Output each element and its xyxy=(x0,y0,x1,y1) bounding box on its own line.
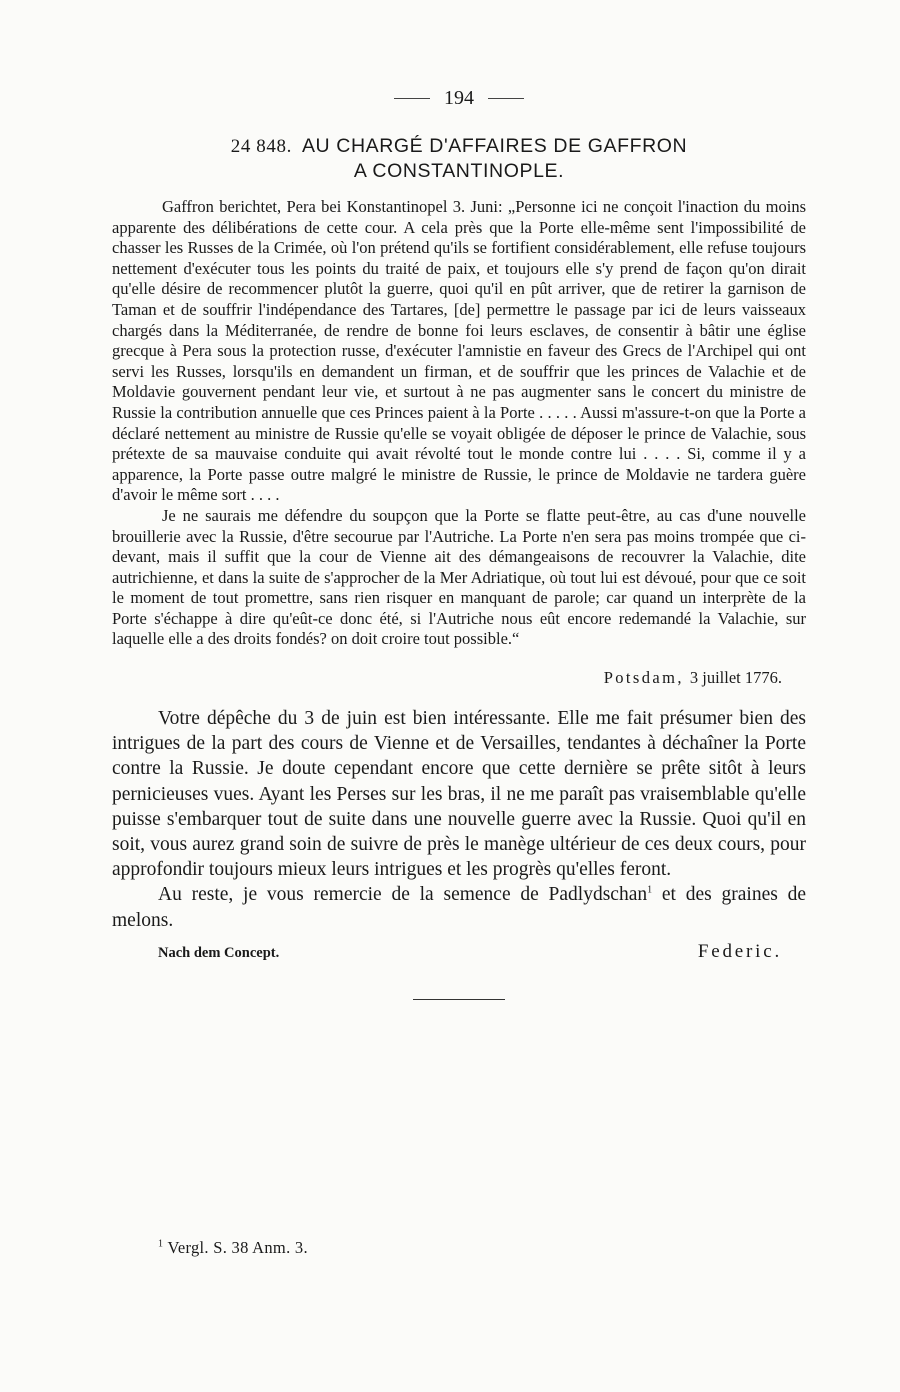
heading-line-1 xyxy=(112,134,806,159)
dateline-place: Potsdam, xyxy=(603,668,684,688)
heading-title-2: A CONSTANTINOPLE. xyxy=(353,160,565,182)
page-header xyxy=(112,82,806,114)
footnote xyxy=(158,1238,308,1258)
signature: Federic. xyxy=(697,940,782,962)
page xyxy=(112,82,806,1000)
report-summary xyxy=(112,197,806,650)
closing-row xyxy=(112,941,806,963)
footnote-mark: 1 xyxy=(158,1238,164,1250)
dateline-date: 3 juillet 1776. xyxy=(689,668,782,688)
report-paragraph-2: Je ne saurais me défendre du soupçon que la Porte se flatte peut-être, au cas d'une nouvelle brouillerie avec la Russie, d'être secourue par l'Autriche. La Porte n'en sera pas moins trompée que ci-devant, mais il suffit que la cour de Vienne ait des démangeaisons de recouvrer la Valachie, dite autrichienne, et dans la suite de s'approcher de la Mer Adriatique, où tout lui est dévoué, pour que ce soit le moment de tout promettre, sans rien risquer en manquant de parole; car quand un interprète de la Porte s'échappe à dire qu'eût-ce donc été, si l'Autriche nous eût encore redemandé la Valachie, sur laquelle elle a des droits fondés? on doit croire tout possible.“ xyxy=(112,505,806,649)
source-note: Nach dem Concept. xyxy=(158,944,280,961)
dateline xyxy=(112,668,806,688)
letter-paragraph-2-text: Au reste, je vous remercie de la semence de Padlydschan xyxy=(158,884,648,906)
letter-paragraph-2-end: et des graines de melons. xyxy=(112,884,806,931)
letter-body xyxy=(112,706,806,933)
header-rule-right xyxy=(488,98,524,99)
letter-paragraph-1: Votre dépêche du 3 de juin est bien intéressante. Elle me fait présumer bien des intrigues de la part des cours de Vienne et de Versailles, tendantes à déchaîner la Porte contre la Russie. Je doute cependant encore que cette dernière se prête sitôt à leurs pernicieuses vues. Ayant les Perses sur les bras, il ne me paraît pas vraisemblable qu'elle puisse s'embarquer tout de suite dans une nouvelle guerre avec la Russie. Quoi qu'il en soit, vous aurez grand soin de suivre de près le manège ultérieur de ces deux cours, pour approfondir toujours mieux leurs intrigues et les progrès qu'elles feront. xyxy=(112,708,806,881)
footnote-reference: 1 xyxy=(647,884,653,896)
document-number: 24 848. xyxy=(230,136,292,157)
page-number: 194 xyxy=(444,86,474,109)
footnote-separator xyxy=(413,999,505,1000)
letter-paragraph-2 xyxy=(112,882,806,932)
report-paragraph-1: Gaffron berichtet, Pera bei Konstantinopel 3. Juni: „Personne ici ne conçoit l'inaction du moins apparente des délibérations de cette cour. A cela près que la Porte elle-même sent l'impossibilité de chasser les Russes de la Crimée, où l'on prétend qu'ils se fortifient considérablement, elle refuse toujours nettement d'exécuter tous les points du traité de paix, et toujours elle s'y prend de façon qu'on dirait qu'elle désire de recommencer plutôt la guerre, quoi qu'il en pût arriver, que de retirer la garnison de Taman et de souffrir l'indépendance des Tartares, [de] permettre le passage par ici de leurs vaisseaux chargés dans la Méditerranée, de rendre de bonne foi leurs esclaves, de consentir à bâtir une église grecque à Pera sous la protection russe, d'exécuter l'amnistie en faveur des Grecs de l'Archipel qui ont servi les Russes, lorsqu'ils en demandent un firman, et de souffrir que les princes de Valachie et de Moldavie gouvernent pendant leur vie, et surtout à ne pas augmenter sans le concert du ministre de Russie la contribution annuelle que ces Princes paient à la Porte . . . . . Aussi m'assure-t-on que la Porte a déclaré nettement au ministre de Russie qu'elle se voyait obligée de déposer le prince de Valachie, sous prétexte de sa mauvaise conduite qui avait révolté tout le monde contre lui . . . . Si, comme il y a apparence, la Porte passe outre malgré le ministre de Russie, le prince de Moldavie ne tardera guère d'avoir le même sort . . . . xyxy=(112,197,806,505)
footnote-text: Vergl. S. 38 Anm. 3. xyxy=(163,1238,308,1257)
header-rule-left xyxy=(394,98,430,99)
document-heading xyxy=(112,134,806,183)
heading-title-1: AU CHARGÉ D'AFFAIRES DE GAFFRON xyxy=(301,135,688,157)
